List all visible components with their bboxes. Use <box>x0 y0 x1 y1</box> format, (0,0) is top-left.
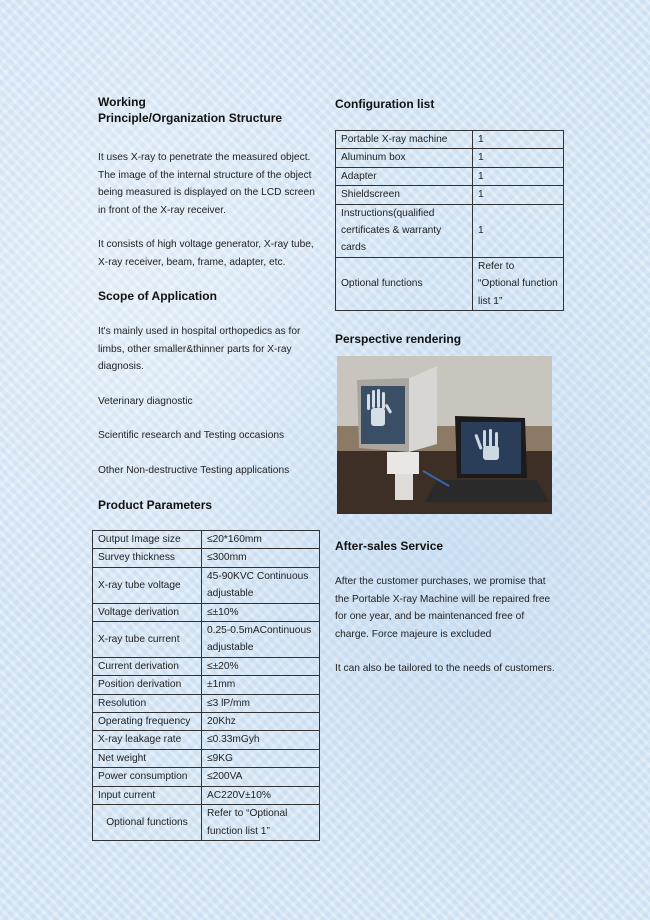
table-cell-label: Position derivation <box>93 676 202 694</box>
working-paragraph-2: It consists of high voltage generator, X-ray tube, X-ray receiver, beam, frame, adapter, etc. <box>98 239 314 268</box>
table-cell-label: Current derivation <box>93 657 202 675</box>
table-cell-value: ≤±20% <box>202 657 320 675</box>
table-cell-label: Resolution <box>93 694 202 712</box>
working-heading-line1: Working <box>98 95 146 109</box>
scope-paragraph-4: Other Non-destructive Testing applications <box>98 464 290 476</box>
product-photo-illustration <box>337 356 552 514</box>
table-row <box>93 713 320 731</box>
right-column <box>335 96 560 678</box>
table-cell-value: ≤±10% <box>202 603 320 621</box>
table-row <box>336 257 564 310</box>
table-row <box>93 676 320 694</box>
table-cell-label: Net weight <box>93 749 202 767</box>
table-row <box>93 657 320 675</box>
table-cell-label: Adapter <box>336 167 473 185</box>
table-cell-label: Shieldscreen <box>336 186 473 204</box>
configuration-list-heading: Configuration list <box>335 97 435 111</box>
table-row <box>93 749 320 767</box>
table-row <box>93 603 320 621</box>
table-cell-label: Voltage derivation <box>93 603 202 621</box>
table-cell-label: Optional functions <box>336 257 473 310</box>
table-row <box>93 531 320 549</box>
after-sales-paragraph-2: It can also be tailored to the needs of customers. <box>335 663 555 675</box>
table-cell-value: 1 <box>473 167 564 185</box>
table-cell-value: Refer to “Optional function list 1” <box>473 257 564 310</box>
table-row <box>93 768 320 786</box>
table-cell-value: ≤0.33mGyh <box>202 731 320 749</box>
table-cell-label: X-ray tube voltage <box>93 567 202 603</box>
table-cell-value: ≤300mm <box>202 549 320 567</box>
table-cell-value: ±1mm <box>202 676 320 694</box>
table-row <box>93 786 320 804</box>
table-cell-value: ≤9KG <box>202 749 320 767</box>
table-cell-value: 1 <box>473 186 564 204</box>
table-cell-label: Power consumption <box>93 768 202 786</box>
table-cell-label: X-ray tube current <box>93 622 202 658</box>
table-cell-label: Survey thickness <box>93 549 202 567</box>
table-cell-value: ≤20*160mm <box>202 531 320 549</box>
table-cell-label: X-ray leakage rate <box>93 731 202 749</box>
scope-paragraph-2: Veterinary diagnostic <box>98 395 193 407</box>
table-row <box>336 167 564 185</box>
after-sales-paragraph-1: After the customer purchases, we promise that the Portable X-ray Machine will be repaired free for one year, and be maintenanced free of charge. Force majeure is excluded <box>335 576 551 640</box>
table-cell-value: ≤200VA <box>202 768 320 786</box>
table-row <box>93 567 320 603</box>
table-cell-label: Instructions(qualified certificates & warranty cards <box>336 204 473 257</box>
table-row <box>93 694 320 712</box>
scope-paragraph-3: Scientific research and Testing occasions <box>98 430 285 441</box>
table-cell-label: Operating frequency <box>93 713 202 731</box>
table-row <box>336 186 564 204</box>
table-cell-value: 1 <box>473 149 564 167</box>
scope-paragraph-1: It's mainly used in hospital orthopedics as for limbs, other smaller&thinner parts for X-ray diagnosis. <box>98 326 301 372</box>
table-cell-value: 20Khz <box>202 713 320 731</box>
perspective-rendering-heading: Perspective rendering <box>335 332 462 347</box>
table-cell-value: ≤3 lP/mm <box>202 694 320 712</box>
configuration-table <box>335 130 564 311</box>
table-row <box>336 204 564 257</box>
table-cell-label: Portable X-ray machine <box>336 131 473 149</box>
table-cell-value: 1 <box>473 204 564 257</box>
table-row <box>93 731 320 749</box>
table-row <box>93 549 320 567</box>
table-cell-value: 1 <box>473 131 564 149</box>
table-cell-value: AC220V±10% <box>202 786 320 804</box>
table-cell-value: Refer to “Optional function list 1” <box>202 805 320 841</box>
after-sales-heading: After-sales Service <box>335 539 444 554</box>
table-cell-label: Optional functions <box>93 805 202 841</box>
table-cell-value: 45-90KVC Continuous adjustable <box>202 567 320 603</box>
table-cell-label: Output Image size <box>93 531 202 549</box>
scope-heading: Scope of Application <box>98 289 217 303</box>
product-parameters-table <box>92 530 320 841</box>
product-photo <box>337 356 552 514</box>
working-principle-heading <box>98 94 318 126</box>
product-parameters-heading: Product Parameters <box>98 498 213 512</box>
table-row <box>336 131 564 149</box>
table-cell-value: 0.25-0.5mAContinuous adjustable <box>202 622 320 658</box>
table-row <box>93 622 320 658</box>
table-cell-label: Input current <box>93 786 202 804</box>
left-column <box>98 94 318 841</box>
working-heading-line2: Principle/Organization Structure <box>98 111 283 125</box>
table-row <box>93 805 320 841</box>
working-paragraph-1: It uses X-ray to penetrate the measured object. The image of the internal structure of the object being measured is displayed on the LCD screen in front of the X-ray receiver. <box>98 152 315 216</box>
table-cell-label: Aluminum box <box>336 149 473 167</box>
table-row <box>336 149 564 167</box>
